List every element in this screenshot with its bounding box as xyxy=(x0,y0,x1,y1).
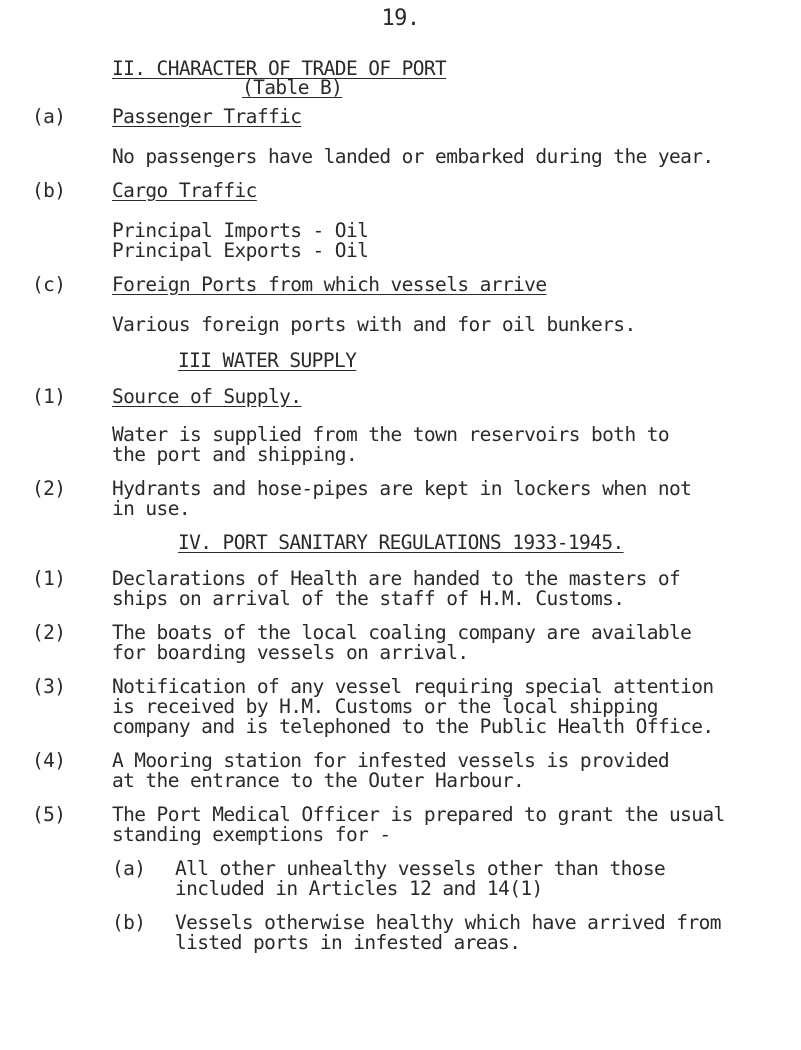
item-line: Principal Imports - Oil xyxy=(112,219,369,242)
item-marker: (a) xyxy=(32,105,66,128)
item-marker: (2) xyxy=(32,477,66,500)
item-marker: (3) xyxy=(32,675,66,698)
item-marker: (1) xyxy=(32,567,66,590)
item-line: company and is telephoned to the Public Health Office. xyxy=(112,715,714,738)
item-body: No passengers have landed or embarked during the year. xyxy=(112,145,714,168)
item-line: the port and shipping. xyxy=(112,443,358,466)
sub-item-marker: (a) xyxy=(112,857,146,880)
item-line: in use. xyxy=(112,497,190,520)
item-marker: (5) xyxy=(32,803,66,826)
item-line: at the entrance to the Outer Harbour. xyxy=(112,769,525,792)
section-4-heading-text: IV. PORT SANITARY REGULATIONS 1933-1945. xyxy=(178,531,624,554)
sub-item-line: included in Articles 12 and 14(1) xyxy=(175,877,543,900)
item-line: Notification of any vessel requiring special attention xyxy=(112,675,714,698)
item-line: Water is supplied from the town reservoirs both to xyxy=(112,423,669,446)
item-line: standing exemptions for - xyxy=(112,823,391,846)
sub-item-line: All other unhealthy vessels other than those xyxy=(175,857,666,880)
item-marker: (b) xyxy=(32,179,66,202)
sub-item-line: listed ports in infested areas. xyxy=(175,931,521,954)
item-line: The Port Medical Officer is prepared to grant the usual xyxy=(112,803,725,826)
item-line: ships on arrival of the staff of H.M. Customs. xyxy=(112,587,625,610)
page-number: 19. xyxy=(381,6,420,31)
item-line: Principal Exports - Oil xyxy=(112,239,369,262)
sub-item-line: Vessels otherwise healthy which have arrived from xyxy=(175,911,721,934)
section-2-heading: II. CHARACTER OF TRADE OF PORT xyxy=(112,57,447,80)
item-line: is received by H.M. Customs or the local shipping xyxy=(112,695,658,718)
section-4-heading xyxy=(178,532,624,554)
item-title-foreign-ports: Foreign Ports from which vessels arrive xyxy=(112,273,547,296)
section-2-subheading: (Table B) xyxy=(242,76,343,99)
item-line: A Mooring station for infested vessels is provided xyxy=(112,749,669,772)
item-line: for boarding vessels on arrival. xyxy=(112,641,469,664)
item-title-cargo-traffic: Cargo Traffic xyxy=(112,179,257,202)
item-title-passenger-traffic: Passenger Traffic xyxy=(112,105,302,128)
item-marker: (2) xyxy=(32,621,66,644)
sub-item-marker: (b) xyxy=(112,911,146,934)
section-3-heading-text: III WATER SUPPLY xyxy=(178,349,357,372)
item-marker: (1) xyxy=(32,385,66,408)
item-line: Hydrants and hose-pipes are kept in lockers when not xyxy=(112,477,692,500)
item-body: Various foreign ports with and for oil bunkers. xyxy=(112,313,636,336)
item-line: The boats of the local coaling company are available xyxy=(112,621,692,644)
item-marker: (c) xyxy=(32,273,66,296)
item-marker: (4) xyxy=(32,749,66,772)
section-3-heading xyxy=(178,350,356,372)
item-title-source-of-supply: Source of Supply. xyxy=(112,385,302,408)
item-line: Declarations of Health are handed to the masters of xyxy=(112,567,681,590)
